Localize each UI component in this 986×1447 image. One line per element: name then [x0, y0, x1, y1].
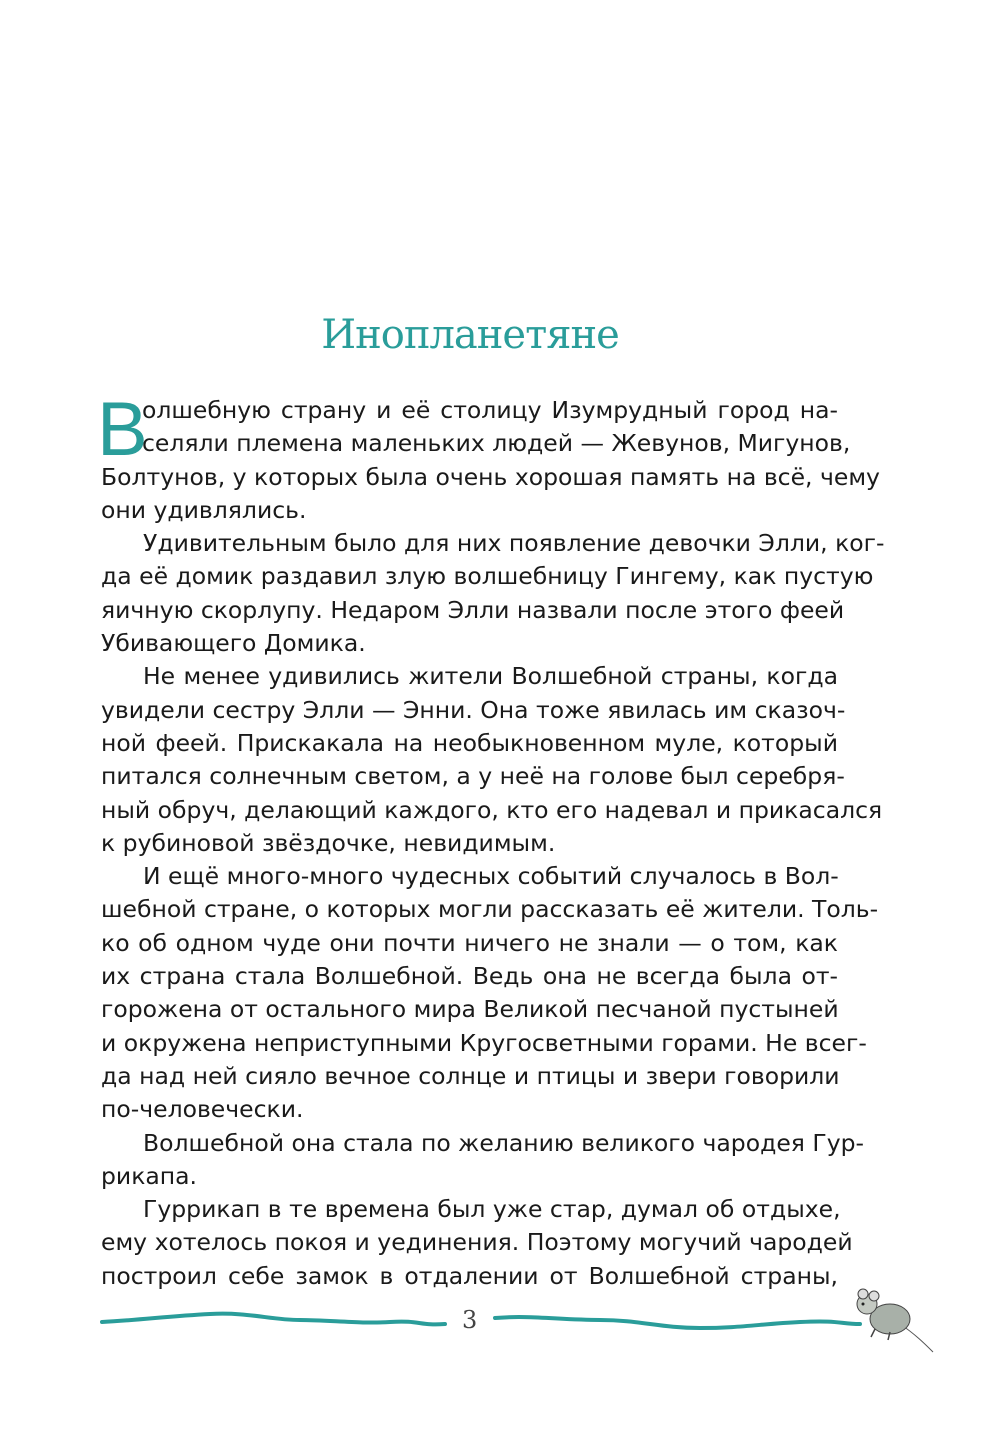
chapter-title: Инопланетяне: [321, 312, 619, 358]
text-line: построил себе замок в отдалении от Волшебной страны,: [101, 1261, 838, 1290]
text-line: ему хотелось покоя и уединения. Поэтому могучий чародей: [101, 1228, 853, 1257]
page-number: 3: [462, 1306, 478, 1334]
text-line: ный обруч, делающий каждого, кто его надевал и прикасался: [101, 795, 883, 824]
text-line: и окружена неприступными Кругосветными горами. Не всег-: [101, 1028, 867, 1057]
text-line: питался солнечным светом, а у неё на голове был серебря-: [101, 762, 845, 791]
text-line: да её домик раздавил злую волшебницу Гингему, как пустую: [101, 562, 874, 591]
text-line: яичную скорлупу. Недаром Элли назвали после этого феей: [101, 595, 845, 624]
text-line: Гуррикап в те времена был уже стар, думал об отдыхе,: [143, 1195, 841, 1224]
text-line: селяли племена маленьких людей — Жевунов, Мигунов,: [142, 429, 851, 458]
text-line: И ещё много-много чудесных событий случалось в Вол-: [143, 862, 839, 891]
text-line: Болтунов, у которых была очень хорошая память на всё, чему: [101, 462, 880, 491]
text-line: горожена от остального мира Великой песчаной пустыней: [101, 995, 839, 1024]
text-line: ко об одном чуде они почти ничего не знали — о том, как: [101, 928, 838, 957]
text-line: Волшебной она стала по желанию великого чародея Гур-: [143, 1128, 865, 1157]
wavy-divider: [100, 1300, 940, 1360]
text-line: они удивлялись.: [101, 495, 307, 524]
text-line: Убивающего Домика.: [101, 629, 366, 658]
text-line: по-человечески.: [101, 1095, 304, 1124]
text-line: Удивительным было для них появление девочки Элли, ког-: [143, 529, 885, 558]
text-line: да над ней сияло вечное солнце и птицы и звери говорили: [101, 1061, 840, 1090]
text-line: шебной стране, о которых могли рассказать её жители. Толь-: [101, 895, 879, 924]
chapter-body: [97, 387, 885, 1293]
mouse-illustration-icon: [845, 1284, 935, 1354]
text-line: их страна стала Волшебной. Ведь она не всегда была от-: [101, 962, 838, 991]
drop-cap: В: [97, 387, 148, 472]
page-footer: [100, 1300, 940, 1360]
text-line: к рубиновой звёздочке, невидимым.: [101, 828, 556, 857]
text-line: олшебную страну и её столицу Изумрудный город на-: [142, 396, 838, 424]
text-line: ной феей. Прискакала на необыкновенном муле, который: [101, 728, 838, 757]
text-line: Не менее удивились жители Волшебной страны, когда: [143, 662, 838, 691]
text-line: увидели сестру Элли — Энни. Она тоже явилась им сказоч-: [101, 695, 846, 724]
text-line: рикапа.: [101, 1161, 198, 1190]
